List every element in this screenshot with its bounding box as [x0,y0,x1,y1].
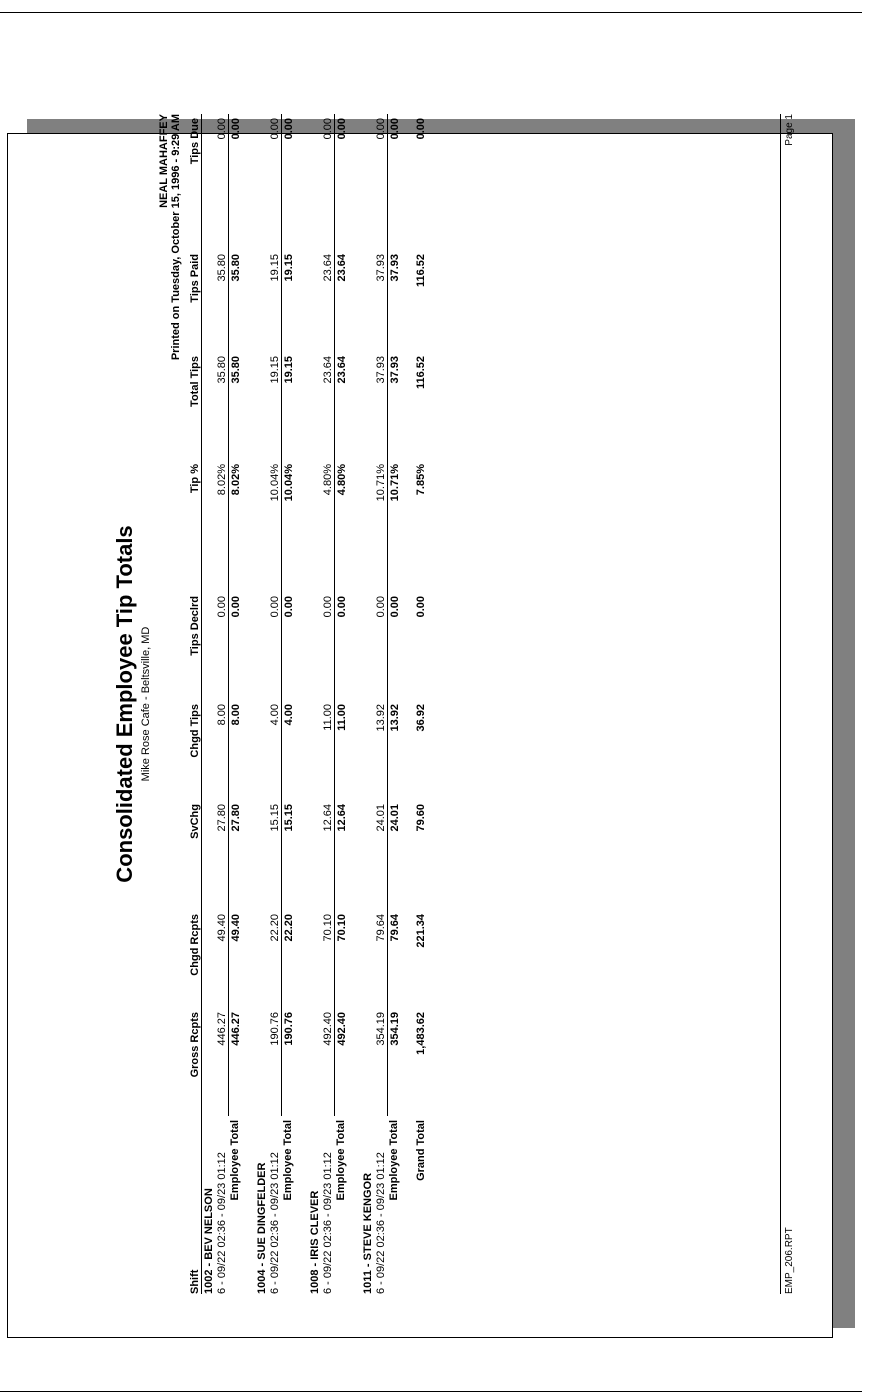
employee-total-row [388,114,402,1294]
table-cell: 0.00 [229,118,242,140]
table-cell: 1008 - IRIS CLEVER [308,1190,321,1294]
table-cell: 190.76 [282,1012,295,1046]
table-cell: 12.64 [335,804,348,832]
employee-header-row [308,114,321,1294]
table-cell: 22.20 [282,914,295,942]
table-cell: 221.34 [414,914,427,948]
table-cell: Employee Total [388,1120,401,1201]
table-cell: 23.64 [321,250,335,352]
table-cell: 0.00 [268,114,282,250]
table-cell: 8.02% [229,464,242,496]
table-cell: 0.00 [388,118,401,140]
spacer-cell [401,114,414,1294]
report-page [7,114,833,1338]
table-cell: 116.52 [414,356,427,390]
table-cell: 0.00 [388,596,401,618]
table-cell: 23.64 [321,352,335,460]
rotated-report [104,114,824,1294]
table-cell: 79.64 [388,914,401,942]
table-cell: 8.00 [229,704,242,726]
table-cell: 0.00 [215,592,229,700]
spacer-cell [348,114,361,1294]
table-cell: 23.64 [335,356,348,384]
table-cell: 35.80 [215,352,229,460]
col-header: Tip % [188,460,202,592]
table-cell: 12.64 [321,800,335,910]
table-cell: 13.92 [388,704,401,732]
table-cell: 0.00 [282,118,295,140]
table-cell: 15.15 [282,804,295,832]
employee-header-row [361,114,374,1294]
shift-row [374,114,388,1294]
table-cell: 23.64 [335,254,348,282]
page-number: Page 1 [784,114,795,146]
table-cell: 27.80 [215,800,229,910]
table-cell: 70.10 [321,910,335,1008]
table-cell: 10.04% [282,464,295,502]
printed-info [158,114,182,360]
table-cell: 49.40 [215,910,229,1008]
employee-total-row [282,114,296,1294]
table-cell: 354.19 [388,1012,401,1046]
table-cell: 4.80% [321,460,335,592]
printed-on: Printed on Tuesday, October 15, 1996 - 9:29 AM [170,114,182,361]
table-cell: 19.15 [268,250,282,352]
table-cell: 0.00 [335,596,348,618]
table-cell: 0.00 [321,592,335,700]
footer-rule-outer [0,1391,862,1392]
table-cell: Employee Total [229,1120,242,1201]
table-cell: 35.80 [229,356,242,384]
col-header: Shift [188,1116,202,1294]
table-cell: 8.02% [215,460,229,592]
table-cell: 37.93 [374,352,388,460]
table-cell: 7.85% [414,464,427,496]
table-cell: 1004 - SUE DINGFELDER [255,1162,268,1294]
table-cell: 0.00 [215,114,229,250]
shift-row [268,114,282,1294]
table-cell: 4.80% [335,464,348,496]
table-cell: 0.00 [414,118,427,140]
table-cell: 37.93 [388,356,401,384]
table-cell: 24.01 [374,800,388,910]
table-cell: 0.00 [335,118,348,140]
table-cell: 4.00 [282,704,295,726]
header-rule [0,12,862,13]
col-header: Tips Paid [188,250,202,352]
report-title: Consolidated Employee Tip Totals [112,525,137,883]
col-header: Gross Rcpts [188,1008,202,1116]
table-cell: 19.15 [282,356,295,384]
table-cell: 11.00 [335,704,348,731]
table-cell: 0.00 [414,596,427,618]
col-header: SvChg [188,800,202,910]
table-cell: 1011 - STEVE KENGOR [361,1172,374,1294]
spacer-cell [295,114,308,1294]
table-cell: 19.15 [268,352,282,460]
spacer-row [348,114,361,1294]
employee-header-row [202,114,216,1294]
table-cell: 27.80 [229,804,242,832]
table-cell: 22.20 [268,910,282,1008]
table-cell: 6 - 09/22 02:36 - 09/23 01:12 [374,1152,387,1294]
employee-header-row [255,114,268,1294]
col-header: Chgd Tips [188,700,202,800]
table-cell: 354.19 [374,1008,388,1116]
col-header: Total Tips [188,352,202,460]
table-cell: 19.15 [282,254,295,282]
table-cell: 492.40 [335,1012,348,1046]
table-cell: 116.52 [414,254,427,288]
col-header: Tips Due [188,114,202,250]
table-cell: 0.00 [374,592,388,700]
footer-rule [780,114,781,1294]
shift-row [215,114,229,1294]
table-cell: 11.00 [321,700,335,800]
printed-by: NEAL MAHAFFEY [158,114,170,208]
table-cell: Employee Total [282,1120,295,1201]
table-cell: 37.93 [374,250,388,352]
table-cell: 79.60 [414,804,427,832]
table-cell: 13.92 [374,700,388,800]
table-cell: 8.00 [215,700,229,800]
table-cell: 70.10 [335,914,348,942]
table-cell: 24.01 [388,804,401,832]
col-header: Tips Declrd [188,592,202,700]
table-cell: 35.80 [229,254,242,282]
table-cell: 10.71% [374,460,388,592]
table-cell: 36.92 [414,704,427,732]
table-cell: 0.00 [321,114,335,250]
grand-total-row [414,114,427,1294]
table-cell: 1,483.62 [414,1012,427,1055]
table-cell: 10.71% [388,464,401,502]
table-cell: 10.04% [268,460,282,592]
table-cell: 6 - 09/22 02:36 - 09/23 01:12 [268,1152,281,1294]
table-cell: 0.00 [282,596,295,618]
tip-totals-table [188,114,427,1294]
table-header-row [188,114,202,1294]
employee-total-row [229,114,243,1294]
table-cell: 37.93 [388,254,401,282]
table-cell: 4.00 [268,700,282,800]
table-cell: 35.80 [215,250,229,352]
table-cell: 79.64 [374,910,388,1008]
table-cell: 0.00 [374,114,388,250]
table-cell: 49.40 [229,914,242,942]
table-cell: 492.40 [321,1008,335,1116]
table-cell: 6 - 09/22 02:36 - 09/23 01:12 [215,1152,228,1294]
table-body [202,114,428,1294]
table-cell: 446.27 [215,1008,229,1116]
table-cell: 6 - 09/22 02:36 - 09/23 01:12 [321,1152,334,1294]
table-cell: 15.15 [268,800,282,910]
report-subtitle: Mike Rose Cafe - Beltsville, MD [140,626,152,782]
spacer-row [401,114,414,1294]
col-header: Chgd Rcpts [188,910,202,1008]
table-cell: 446.27 [229,1012,242,1046]
shift-row [321,114,335,1294]
employee-total-row [335,114,349,1294]
table-cell: Employee Total [335,1120,348,1201]
table-cell: 190.76 [268,1008,282,1116]
spacer-row [242,114,255,1294]
table-cell: 1002 - BEV NELSON [202,1188,215,1294]
spacer-cell [242,114,255,1294]
report-filename: EMP_206.RPT [784,1227,795,1294]
table-cell: 0.00 [268,592,282,700]
table-cell: 0.00 [229,596,242,618]
spacer-row [295,114,308,1294]
table-cell: Grand Total [414,1120,427,1181]
